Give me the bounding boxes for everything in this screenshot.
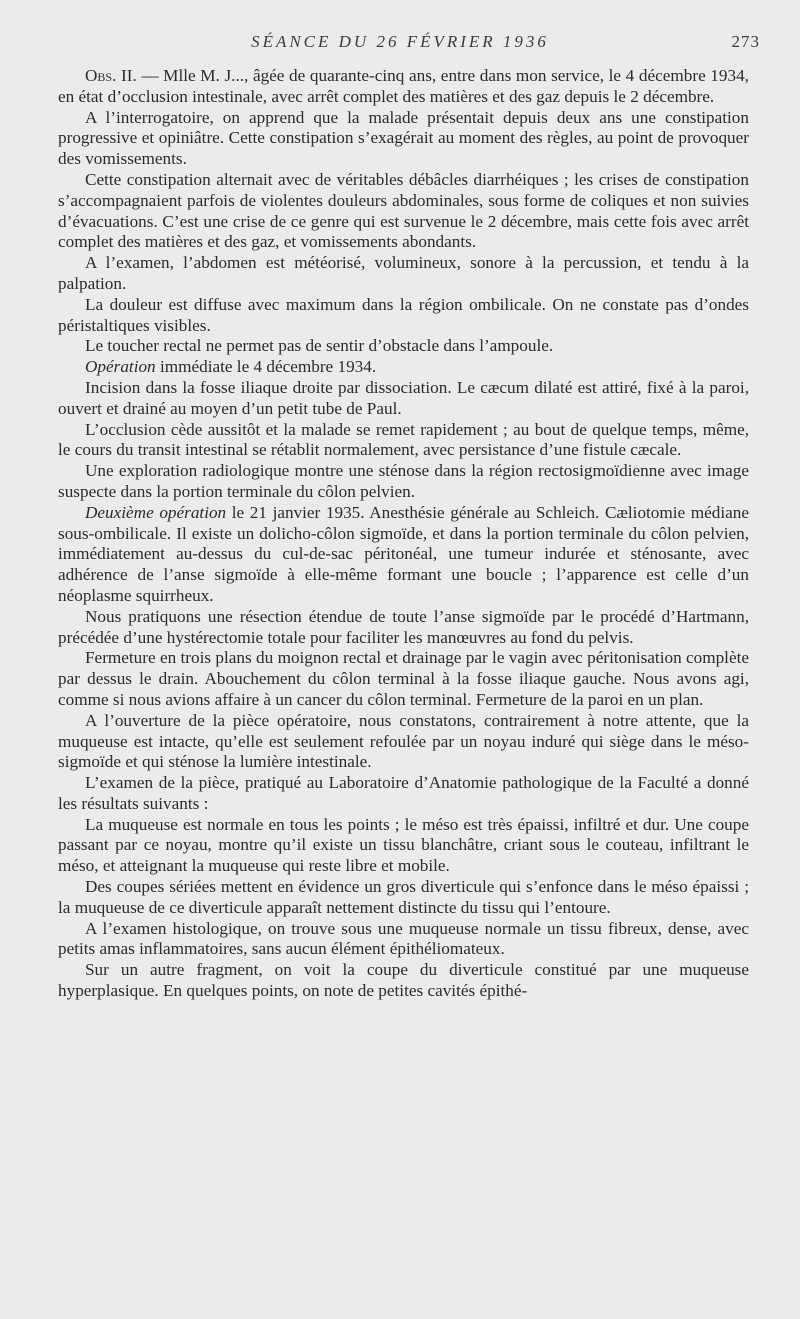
paragraph: A l’examen, l’abdomen est météorisé, volumineux, sonore à la percussion, et tendu à la palpation.: [58, 253, 749, 293]
paragraph: A l’interrogatoire, on apprend que la malade présentait depuis deux ans une constipation progressive et opiniâtre. Cette constipation s’exagérait au moment des règles, au point de provoquer des vomissements.: [58, 107, 749, 169]
observation-label: Obs. II.: [85, 66, 137, 85]
paragraph-text: — Mlle M. J..., âgée de quarante-cinq ans, entre dans mon service, le 4 décembre 1934, en état d’occlusion intestinale, avec arrêt complet des matières et des gaz depuis le 2 décembre.: [58, 66, 749, 106]
paragraph: [58, 503, 749, 607]
paragraph: Nous pratiquons une résection étendue de toute l’anse sigmoïde par le procédé d’Hartmann, précédée d’une hystérectomie totale pour faciliter les manœuvres au fond du pelvis.: [58, 606, 749, 647]
paragraph-text: le 21 janvier 1935. Anesthésie générale au Schleich. Cæliotomie médiane sous-ombilicale. Il existe un dolicho-côlon sigmoïde, et dans la portion terminale du côlon pelvien, immédiatement au-dessus du cul-de-sac péritonéal, une tumeur indurée et sténosante, avec adhérence de l’anse sigmoïde à elle-même formant une boucle ; l’apparence est celle d’un néoplasme squirrheux.: [58, 502, 750, 605]
section-label: Opération: [85, 357, 156, 377]
paragraph: L’occlusion cède aussitôt et la malade se remet rapidement ; au bout de quelque temps, même, le cours du transit intestinal se rétablit normalement, avec persistance d’une fistule cæcale.: [58, 419, 749, 460]
page-number: 273: [731, 32, 760, 51]
section-label: Deuxième opération: [85, 502, 227, 522]
paragraph: A l’examen histologique, on trouve sous une muqueuse normale un tissu fibreux, dense, avec petits amas inflammatoires, sans aucun élément épithéliomateux.: [58, 918, 749, 959]
paragraph-text: immédiate le 4 décembre 1934.: [155, 357, 377, 377]
paragraph: La muqueuse est normale en tous les points ; le méso est très épaissi, infiltré et dur. Une coupe passant par ce noyau, montre qu’il existe un tissu blanchâtre, criant sous le couteau, infiltrant le méso, et atteignant la muqueuse qui reste libre et mobile.: [58, 814, 749, 876]
running-title: SÉANCE DU 26 FÉVRIER 1936: [251, 32, 549, 51]
paragraph: [58, 66, 749, 108]
page-header: [0, 32, 800, 58]
paragraph: L’examen de la pièce, pratiqué au Laboratoire d’Anatomie pathologique de la Faculté a donné les résultats suivants :: [58, 773, 749, 813]
paragraph: Incision dans la fosse iliaque droite par dissociation. Le cæcum dilaté est attiré, fixé à la paroi, ouvert et drainé au moyen d’un petit tube de Paul.: [58, 377, 749, 418]
paragraph: Fermeture en trois plans du moignon rectal et drainage par le vagin avec péritonisation complète par dessus le drain. Abouchement du côlon terminal à la fosse iliaque gauche. Nous avons agi, comme si nous avions affaire à un cancer du côlon terminal. Fermeture de la paroi en un plan.: [58, 648, 749, 709]
paragraph: A l’ouverture de la pièce opératoire, nous constatons, contrairement à notre attente, que la muqueuse est intacte, qu’elle est seulement refoulée par un noyau induré qui siège dans le méso-sigmoïde et qui sténose la lumière intestinale.: [58, 710, 749, 772]
paragraph: Cette constipation alternait avec de véritables débâcles diarrhéiques ; les crises de constipation s’accompagnaient parfois de violentes douleurs abdominales, sous forme de coliques et non suivies d’évacuations. C’est une crise de ce genre qui est survenue le 2 décembre, mais cette fois avec arrêt complet des matières et des gaz, et vomissements abondants.: [58, 169, 749, 252]
paragraph: La douleur est diffuse avec maximum dans la région ombilicale. On ne constate pas d’ondes péristaltiques visibles.: [58, 294, 749, 335]
article-body: [58, 66, 749, 1002]
paragraph: [58, 357, 749, 378]
paragraph: Le toucher rectal ne permet pas de sentir d’obstacle dans l’ampoule.: [85, 336, 554, 356]
paragraph: Une exploration radiologique montre une sténose dans la région rectosigmoïdienne avec image suspecte dans la portion terminale du côlon pelvien.: [58, 461, 749, 501]
paragraph: Des coupes sériées mettent en évidence un gros diverticule qui s’enfonce dans le méso épaissi ; la muqueuse de ce diverticule apparaît nettement distincte du tissu qui l’entoure.: [58, 877, 749, 917]
paragraph: Sur un autre fragment, on voit la coupe du diverticule constitué par une muqueuse hyperplasique. En quelques points, on note de petites cavités épithé-: [58, 960, 749, 1001]
